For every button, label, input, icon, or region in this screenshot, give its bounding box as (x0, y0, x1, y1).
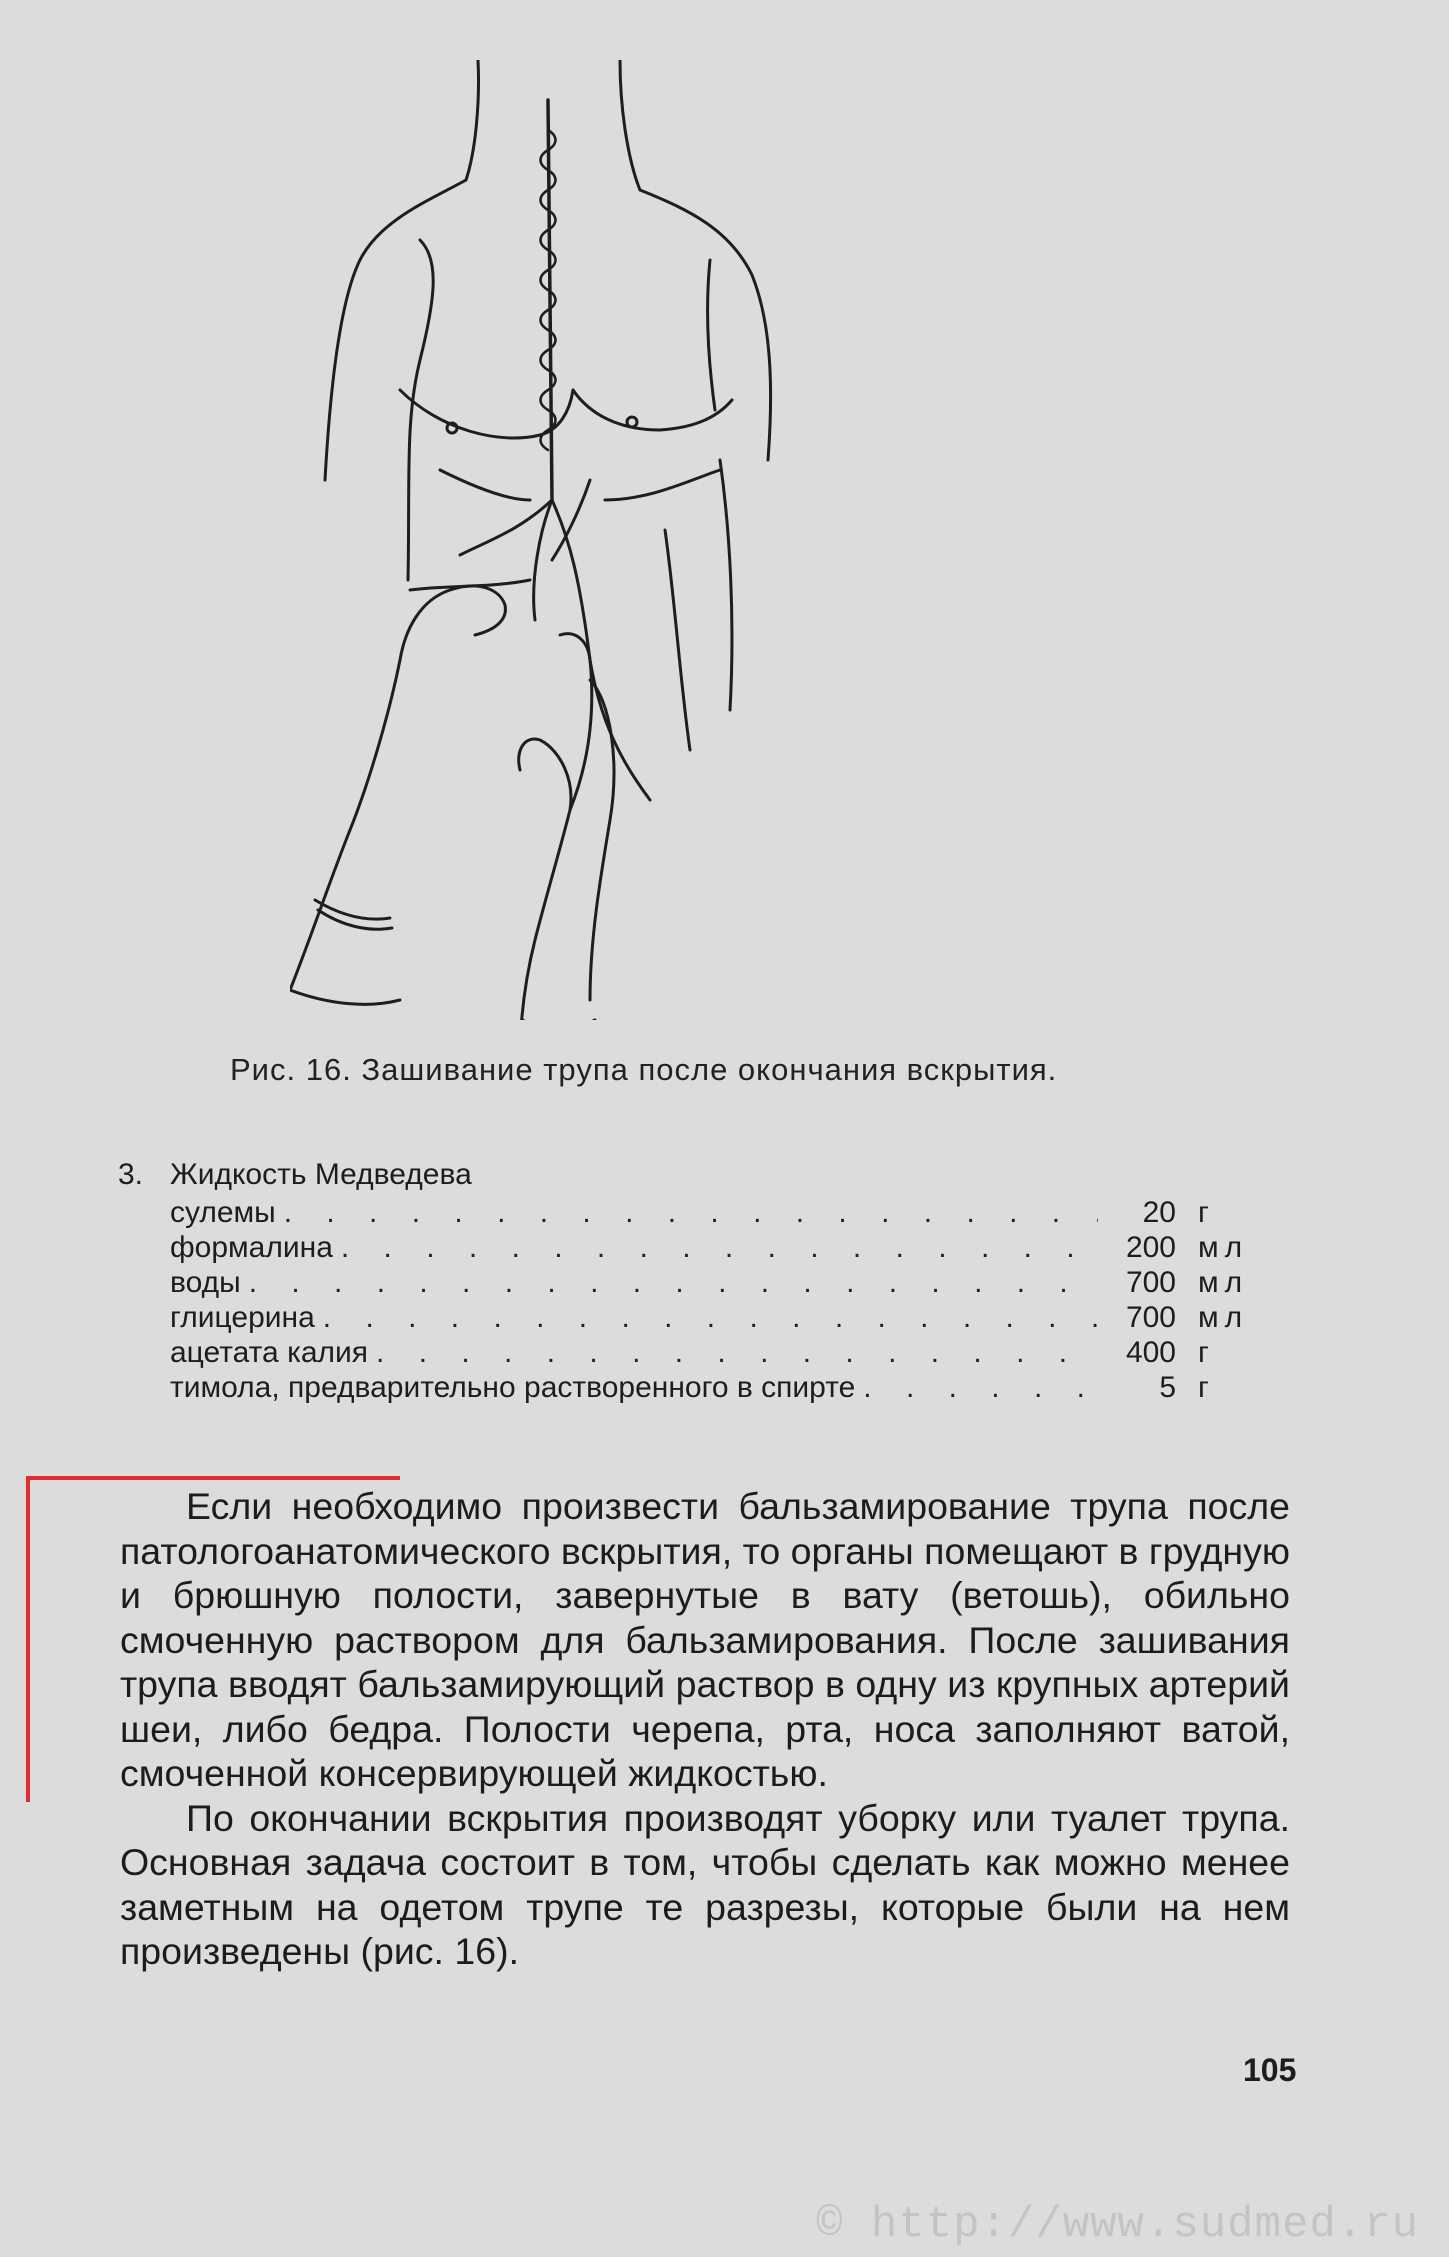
leader-dots (863, 1371, 1098, 1405)
watermark: © http://www.sudmed.ru (816, 2200, 1419, 2250)
ingredient-unit: г (1198, 1336, 1215, 1369)
recipe-heading (118, 1158, 1298, 1196)
recipe-ingredient-row (118, 1266, 1298, 1301)
leader-dots (376, 1336, 1098, 1370)
ingredient-unit: г (1198, 1371, 1215, 1404)
ingredient-qty: 700 (1125, 1266, 1176, 1299)
ingredient-qty: 400 (1125, 1336, 1176, 1369)
ingredient-name: воды (170, 1266, 241, 1299)
paragraph: Если необходимо произвести бальзамирование трупа после патологоанатомического вскрытия, то органы помещают в грудную и брюшную полости, завернутые в вату (ветошь), обильно смоченную раствором для бальзамирования. После зашивания трупа вводят бальзамирующий раствор в одну из крупных артерий шеи, либо бедра. Полости черепа, рта, носа заполняют ватой, смоченной консервирующей жидкостью. (120, 1485, 1290, 1794)
ingredient-name: сулемы (170, 1196, 276, 1229)
ingredient-qty: 20 (1142, 1196, 1176, 1229)
paragraph: По окончании вскрытия производят уборку или туалет трупа. Основная задача состоит в том, чтобы сделать как можно менее заметным на одетом трупе те разрезы, которые были на нем произведены (рис. 16). (120, 1796, 1290, 1972)
ingredient-name: ацетата калия (170, 1336, 369, 1369)
ingredient-name: тимола, предварительно растворенного в спирте (170, 1371, 856, 1404)
recipe-ingredient-row (118, 1371, 1298, 1406)
recipe-ingredient-row (118, 1301, 1298, 1336)
ingredient-unit: мл (1198, 1231, 1249, 1264)
ingredient-unit: г (1198, 1196, 1215, 1229)
red-marker-horizontal (26, 1476, 400, 1480)
ingredient-name: глицерина (170, 1301, 315, 1334)
ingredient-unit: мл (1198, 1266, 1249, 1299)
figure-caption: Рис. 16. Зашивание трупа после окончания вскрытия. (230, 1052, 1058, 1087)
leader-dots (323, 1301, 1098, 1335)
leader-dots (284, 1196, 1098, 1230)
leader-dots (249, 1266, 1098, 1300)
recipe-title: Жидкость Медведева (170, 1158, 472, 1191)
body-text (120, 1484, 1290, 1974)
ingredient-unit: мл (1198, 1301, 1249, 1334)
ingredient-qty: 200 (1125, 1231, 1176, 1264)
red-marker-vertical (26, 1476, 30, 1802)
figure-illustration (290, 60, 1070, 1020)
page-number: 105 (1243, 2052, 1297, 2088)
recipe-ingredient-row (118, 1196, 1298, 1231)
recipe-number: 3. (118, 1158, 144, 1191)
ingredient-qty: 5 (1159, 1371, 1176, 1404)
ingredient-name: формалина (170, 1231, 333, 1264)
leader-dots (341, 1231, 1098, 1265)
ingredient-qty: 700 (1125, 1301, 1176, 1334)
recipe-ingredient-row (118, 1231, 1298, 1266)
torso-suturing-drawing (290, 60, 1070, 1020)
recipe-ingredient-row (118, 1336, 1298, 1371)
recipe-block (118, 1158, 1298, 1406)
